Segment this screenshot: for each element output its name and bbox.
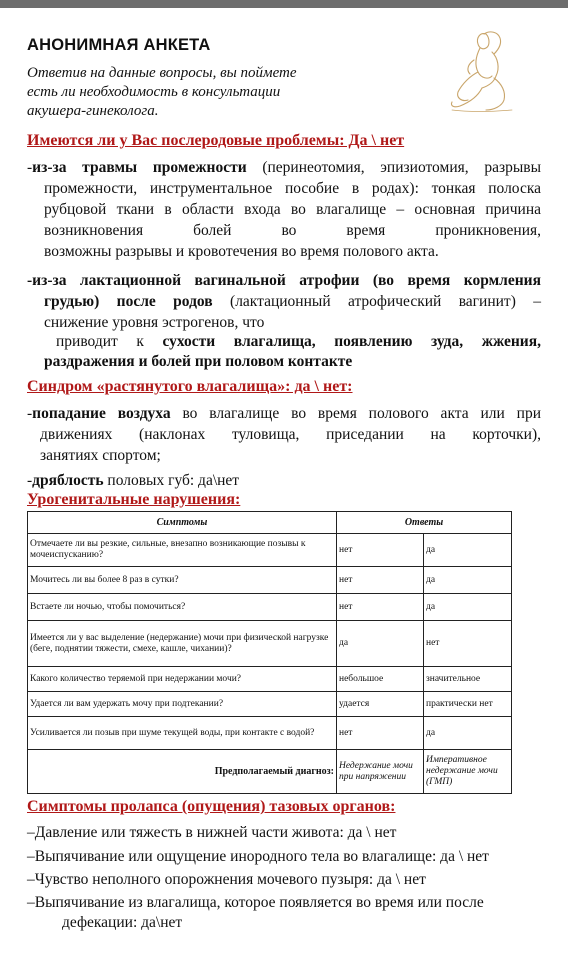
intro-text xyxy=(27,64,387,121)
answer-option-1: нет xyxy=(337,567,424,594)
page-title: АНОНИМНАЯ АНКЕТА xyxy=(27,36,211,54)
diagnosis-option-2: Императивное недержание мочи (ГМП) xyxy=(424,750,512,794)
intro-line: Ответив на данные вопросы, вы поймете xyxy=(27,65,297,81)
table-row xyxy=(28,692,512,717)
answer-option-2: значительное xyxy=(424,667,512,692)
intro-line: есть ли необходимость в консультации xyxy=(27,84,281,100)
diagnosis-option-1: Недержание мочи при напряжении xyxy=(337,750,424,794)
answer-option-2: да xyxy=(424,567,512,594)
female-silhouette-logo-icon xyxy=(428,26,533,116)
table-row xyxy=(28,594,512,621)
table-row xyxy=(28,567,512,594)
table-header-row xyxy=(28,512,512,534)
section-header-prolapse: Симптомы пролапса (опущения) тазовых органов: xyxy=(27,798,396,815)
bold-term: из-за травмы промежности xyxy=(32,159,247,176)
bold-term: -из-за лактационной вагинальной атрофии (во время кормления xyxy=(27,272,541,289)
postpartum-item-1-line: промежности, инструментальное пособие в родах): тонкая полоска xyxy=(44,180,541,197)
dash: - xyxy=(27,405,33,422)
answer-option-1: да xyxy=(337,621,424,667)
symptom-question: Мочитесь ли вы более 8 раз в сутки? xyxy=(28,567,337,594)
stretched-item-2 xyxy=(27,471,541,492)
column-header-answers: Ответы xyxy=(337,512,512,534)
item-text: во влагалище во время полового акта или при xyxy=(170,405,542,422)
dash: - xyxy=(27,472,33,489)
postpartum-item-1-line: возможны разрывы и кровотечения во время полового акта. xyxy=(44,243,439,260)
answer-option-2: да xyxy=(424,717,512,750)
prolapse-item: –Давление или тяжесть в нижней части живота: да \ нет xyxy=(27,824,397,841)
stretched-item-1-line-3: занятиях спортом; xyxy=(40,447,161,464)
symptom-question: Встаете ли ночью, чтобы помочиться? xyxy=(28,594,337,621)
postpartum-item-2-line-4 xyxy=(56,332,541,353)
postpartum-item-2-line-5 xyxy=(44,352,541,373)
table-row xyxy=(28,534,512,567)
top-bar xyxy=(0,0,568,8)
diagnosis-label: Предполагаемый диагноз: xyxy=(28,750,337,794)
answer-option-2: да xyxy=(424,534,512,567)
bold-term: попадание воздуха xyxy=(32,405,171,422)
prolapse-item: –Выпячивание из влагалища, которое появляется во время или после xyxy=(27,894,484,911)
document-page xyxy=(0,8,568,959)
answer-option-2: нет xyxy=(424,621,512,667)
stretched-item-1-line-2: движениях (наклонах туловища, приседании на корточки), xyxy=(40,426,541,443)
answer-option-1: нет xyxy=(337,594,424,621)
postpartum-item-2-line-3: снижение уровня эстрогенов, что xyxy=(44,314,265,331)
symptom-question: Удается ли вам удержать мочу при подтекании? xyxy=(28,692,337,717)
section-header-postpartum: Имеются ли у Вас послеродовые проблемы: Да \ нет xyxy=(27,132,405,149)
symptom-question: Какого количество теряемой при недержании мочи? xyxy=(28,667,337,692)
postpartum-item-2-line-2 xyxy=(44,292,541,313)
bold-term: дряблость xyxy=(32,472,104,489)
postpartum-item-1-line: рубцовой ткани в области входа во влагалище – основная причина xyxy=(44,201,541,218)
bold-term: сухости влагалища, появлению зуда, жжения, xyxy=(162,333,541,350)
section-header-stretched: Синдром «растянутого влагалища»: да \ нет: xyxy=(27,378,353,395)
column-header-symptoms: Симптомы xyxy=(28,512,337,534)
answer-option-1: нет xyxy=(337,717,424,750)
section-header-urogenital: Урогенитальные нарушения: xyxy=(27,491,241,508)
prolapse-item: –Выпячивание или ощущение инородного тела во влагалище: да \ нет xyxy=(27,848,489,865)
postpartum-item-1-line: возникновения болей во время проникновения, xyxy=(44,222,541,239)
diagnosis-row xyxy=(28,750,512,794)
table-row xyxy=(28,667,512,692)
item-text: (перинеотомия, эпизиотомия, разрывы xyxy=(246,159,541,176)
symptom-question: Усиливается ли позыв при шуме текущей воды, при контакте с водой? xyxy=(28,717,337,750)
item-text: (лактационный атрофический вагинит) – xyxy=(212,293,541,310)
answer-option-2: практически нет xyxy=(424,692,512,717)
symptom-question: Отмечаете ли вы резкие, сильные, внезапно возникающие позывы к мочеиспусканию? xyxy=(28,534,337,567)
table-row xyxy=(28,717,512,750)
dash: - xyxy=(27,159,33,176)
bold-term: грудью) после родов xyxy=(44,293,213,310)
intro-line: акушера-гинеколога. xyxy=(27,103,159,119)
answer-option-1: небольшое xyxy=(337,667,424,692)
stretched-item-1-line-1 xyxy=(27,404,541,425)
answer-option-2: да xyxy=(424,594,512,621)
item-text: половых губ: да\нет xyxy=(103,472,240,489)
postpartum-item-2-line-1 xyxy=(27,271,541,292)
answer-option-1: удается xyxy=(337,692,424,717)
symptoms-table xyxy=(27,511,512,794)
prolapse-item: –Чувство неполного опорожнения мочевого пузыря: да \ нет xyxy=(27,871,426,888)
bold-term: раздражения и болей при половом контакте xyxy=(44,353,353,370)
item-text: приводит к xyxy=(56,333,163,350)
postpartum-item-1-line-1 xyxy=(27,158,541,179)
answer-option-1: нет xyxy=(337,534,424,567)
table-row xyxy=(28,621,512,667)
prolapse-item-continuation: дефекации: да\нет xyxy=(62,914,183,931)
symptom-question: Имеется ли у вас выделение (недержание) мочи при физической нагрузке (беге, поднятии тяжести, смехе, кашле, чихании)? xyxy=(28,621,337,667)
